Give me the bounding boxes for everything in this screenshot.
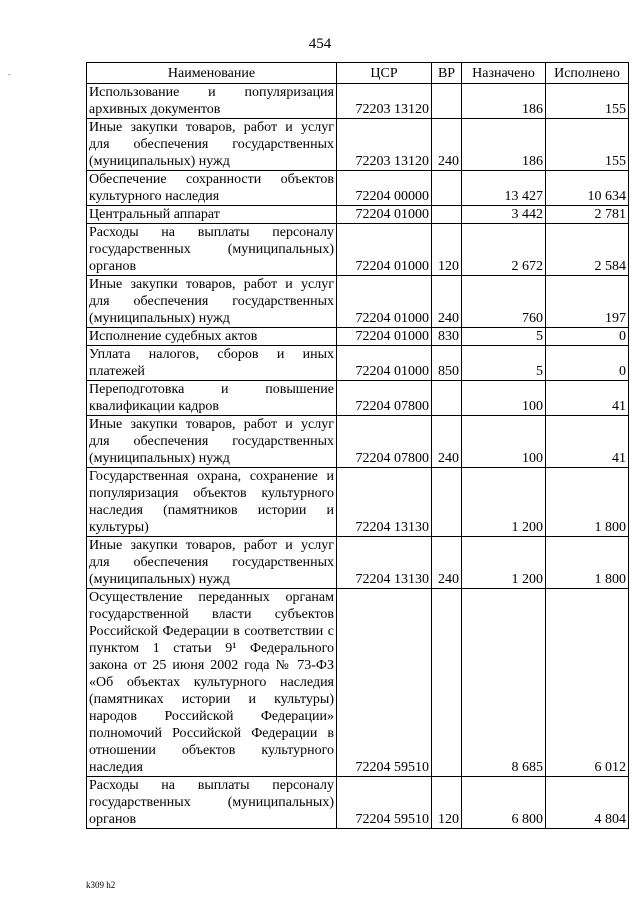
cell-csr: 72203 13120 — [337, 119, 432, 171]
cell-vr: 240 — [432, 276, 462, 328]
cell-csr: 72204 59510 — [337, 589, 432, 777]
cell-assigned: 100 — [462, 416, 546, 468]
cell-assigned: 8 685 — [462, 589, 546, 777]
cell-vr — [432, 171, 462, 206]
page-number: 454 — [308, 36, 332, 52]
cell-done: 155 — [546, 119, 629, 171]
cell-csr: 72203 13120 — [337, 84, 432, 119]
cell-done: 0 — [546, 346, 629, 381]
cell-assigned: 186 — [462, 119, 546, 171]
cell-vr — [432, 468, 462, 537]
cell-name: Обеспечение сохранности объектов культурного наследия — [87, 171, 337, 206]
table-row — [87, 381, 629, 416]
cell-csr: 72204 13130 — [337, 537, 432, 589]
cell-vr — [432, 84, 462, 119]
table-row — [87, 119, 629, 171]
cell-done: 2 781 — [546, 206, 629, 224]
cell-assigned: 1 200 — [462, 468, 546, 537]
cell-vr: 120 — [432, 777, 462, 829]
cell-csr: 72204 00000 — [337, 171, 432, 206]
cell-name: Иные закупки товаров, работ и услуг для обеспечения государственных (муниципальных) нужд — [87, 276, 337, 328]
table-row — [87, 589, 629, 777]
table-header-row — [87, 63, 629, 84]
stray-mark: - — [8, 70, 11, 79]
cell-csr: 72204 01000 — [337, 206, 432, 224]
cell-done: 2 584 — [546, 224, 629, 276]
cell-vr — [432, 381, 462, 416]
table-row — [87, 171, 629, 206]
cell-vr — [432, 206, 462, 224]
budget-table — [86, 62, 629, 829]
table-row — [87, 276, 629, 328]
cell-done: 197 — [546, 276, 629, 328]
header-name: Наименование — [87, 63, 337, 84]
cell-vr: 830 — [432, 328, 462, 346]
cell-assigned: 1 200 — [462, 537, 546, 589]
cell-done: 6 012 — [546, 589, 629, 777]
header-csr: ЦСР — [337, 63, 432, 84]
cell-csr: 72204 01000 — [337, 328, 432, 346]
table-row — [87, 84, 629, 119]
cell-name: Уплата налогов, сборов и иных платежей — [87, 346, 337, 381]
cell-csr: 72204 13130 — [337, 468, 432, 537]
cell-assigned: 186 — [462, 84, 546, 119]
cell-done: 155 — [546, 84, 629, 119]
cell-done: 4 804 — [546, 777, 629, 829]
cell-vr: 240 — [432, 416, 462, 468]
table-row — [87, 468, 629, 537]
cell-csr: 72204 01000 — [337, 276, 432, 328]
cell-assigned: 6 800 — [462, 777, 546, 829]
cell-name: Расходы на выплаты персоналу государственных (муниципальных) органов — [87, 777, 337, 829]
cell-done: 1 800 — [546, 537, 629, 589]
cell-name: Переподготовка и повышение квалификации кадров — [87, 381, 337, 416]
cell-assigned: 5 — [462, 346, 546, 381]
cell-csr: 72204 01000 — [337, 346, 432, 381]
table-row — [87, 224, 629, 276]
cell-name: Центральный аппарат — [87, 206, 337, 224]
cell-csr: 72204 07800 — [337, 381, 432, 416]
cell-name: Иные закупки товаров, работ и услуг для обеспечения государственных (муниципальных) нужд — [87, 119, 337, 171]
cell-assigned: 5 — [462, 328, 546, 346]
table-row — [87, 416, 629, 468]
cell-csr: 72204 01000 — [337, 224, 432, 276]
cell-name: Иные закупки товаров, работ и услуг для обеспечения государственных (муниципальных) нужд — [87, 416, 337, 468]
cell-assigned: 760 — [462, 276, 546, 328]
header-assigned: Назначено — [462, 63, 546, 84]
cell-done: 41 — [546, 381, 629, 416]
cell-assigned: 100 — [462, 381, 546, 416]
footer-code: k309 h2 — [86, 880, 116, 890]
cell-vr: 240 — [432, 119, 462, 171]
cell-assigned: 13 427 — [462, 171, 546, 206]
table-row — [87, 206, 629, 224]
cell-name: Осуществление переданных органам государственной власти субъектов Российской Федерации в соответствии с пунктом 1 статьи 9¹ Федерального закона от 25 июня 2002 года № 73-ФЗ «Об объектах культурного наследия (памятниках истории и культуры) народов Российской Федерации» полномочий Российской Федерации в отношении объектов культурного наследия — [87, 589, 337, 777]
table-row — [87, 777, 629, 829]
table-row — [87, 537, 629, 589]
header-done: Исполнено — [546, 63, 629, 84]
header-vr: ВР — [432, 63, 462, 84]
table-row — [87, 346, 629, 381]
cell-assigned: 2 672 — [462, 224, 546, 276]
cell-name: Исполнение судебных актов — [87, 328, 337, 346]
cell-vr: 240 — [432, 537, 462, 589]
table-row — [87, 328, 629, 346]
cell-vr — [432, 589, 462, 777]
cell-name: Использование и популяризация архивных документов — [87, 84, 337, 119]
cell-vr: 850 — [432, 346, 462, 381]
cell-assigned: 3 442 — [462, 206, 546, 224]
cell-csr: 72204 59510 — [337, 777, 432, 829]
cell-name: Расходы на выплаты персоналу государственных (муниципальных) органов — [87, 224, 337, 276]
cell-done: 10 634 — [546, 171, 629, 206]
cell-vr: 120 — [432, 224, 462, 276]
cell-done: 0 — [546, 328, 629, 346]
cell-done: 1 800 — [546, 468, 629, 537]
cell-name: Иные закупки товаров, работ и услуг для обеспечения государственных (муниципальных) нужд — [87, 537, 337, 589]
cell-csr: 72204 07800 — [337, 416, 432, 468]
cell-done: 41 — [546, 416, 629, 468]
table-body — [87, 84, 629, 829]
cell-name: Государственная охрана, сохранение и популяризация объектов культурного наследия (памятников истории и культуры) — [87, 468, 337, 537]
